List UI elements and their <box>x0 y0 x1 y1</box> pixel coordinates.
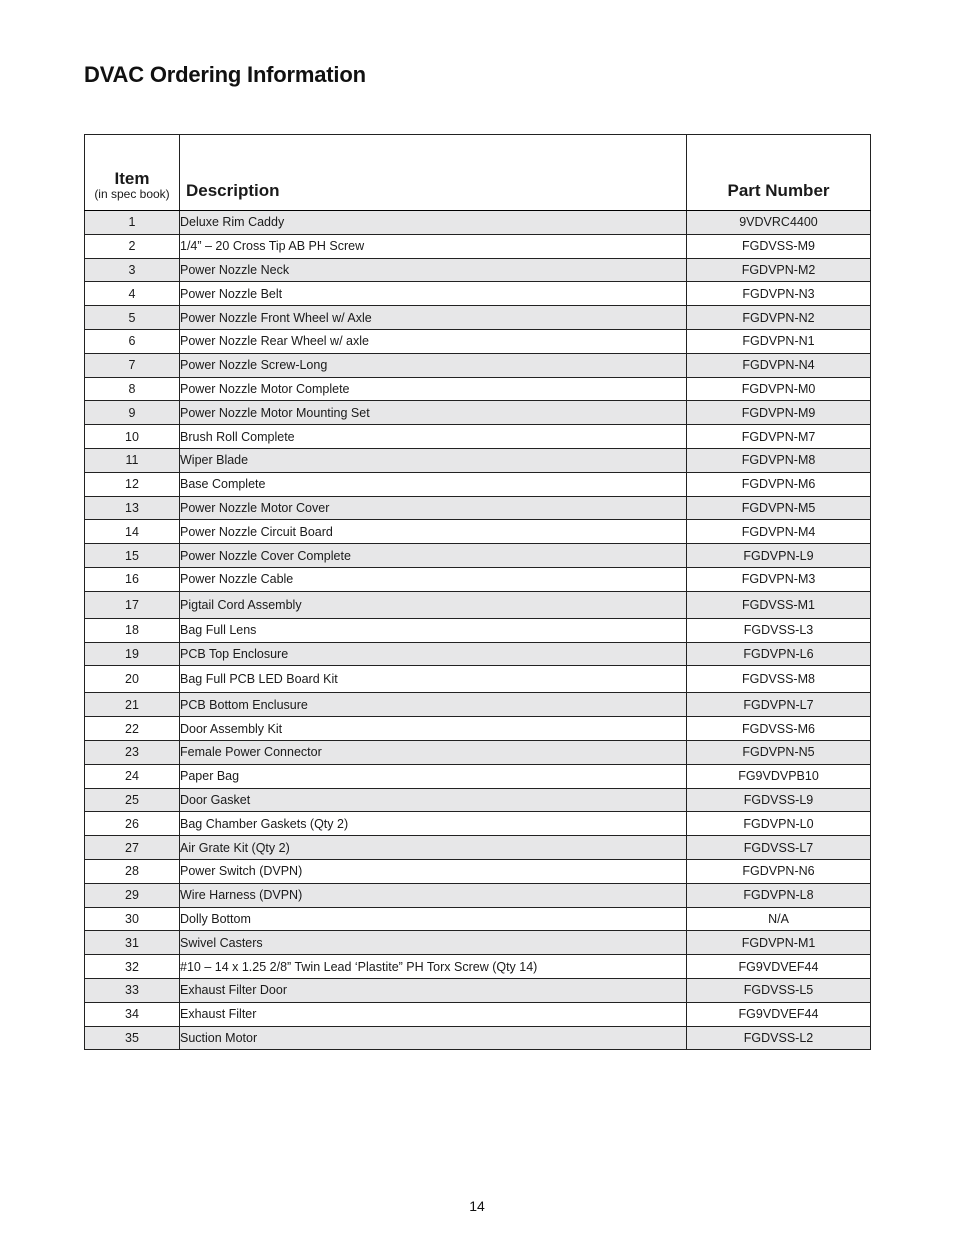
item-cell: 11 <box>85 448 180 472</box>
description-cell: Exhaust Filter <box>180 1002 687 1026</box>
table-row <box>85 377 871 401</box>
item-cell: 1 <box>85 211 180 235</box>
part-number-cell: FG9VDVPB10 <box>687 764 871 788</box>
item-cell: 24 <box>85 764 180 788</box>
column-header-item-label: Item <box>114 168 150 188</box>
table-row <box>85 812 871 836</box>
item-cell: 21 <box>85 693 180 717</box>
description-cell: Wire Harness (DVPN) <box>180 883 687 907</box>
part-number-cell: FGDVPN-M9 <box>687 401 871 425</box>
item-cell: 13 <box>85 496 180 520</box>
description-cell: Power Nozzle Motor Complete <box>180 377 687 401</box>
description-cell: Door Assembly Kit <box>180 717 687 741</box>
description-cell: Swivel Casters <box>180 931 687 955</box>
table-row <box>85 282 871 306</box>
table-header-row <box>85 135 871 211</box>
table-body <box>85 211 871 1050</box>
item-cell: 9 <box>85 401 180 425</box>
part-number-cell: FGDVSS-M6 <box>687 717 871 741</box>
item-cell: 33 <box>85 978 180 1002</box>
item-cell: 6 <box>85 329 180 353</box>
part-number-cell: FGDVSS-M8 <box>687 666 871 693</box>
description-cell: Power Nozzle Screw-Long <box>180 353 687 377</box>
page-number: 14 <box>469 1198 485 1214</box>
table-row <box>85 666 871 693</box>
table-row <box>85 234 871 258</box>
part-number-cell: FGDVPN-N2 <box>687 306 871 330</box>
part-number-cell: FGDVPN-M6 <box>687 472 871 496</box>
item-cell: 15 <box>85 544 180 568</box>
table-row <box>85 978 871 1002</box>
table-row <box>85 1002 871 1026</box>
item-cell: 18 <box>85 618 180 642</box>
description-cell: Bag Full Lens <box>180 618 687 642</box>
table-row <box>85 740 871 764</box>
table-row <box>85 591 871 618</box>
description-cell: Power Nozzle Motor Cover <box>180 496 687 520</box>
item-cell: 25 <box>85 788 180 812</box>
table-row <box>85 258 871 282</box>
table-row <box>85 1026 871 1050</box>
part-number-cell: FGDVPN-M8 <box>687 448 871 472</box>
part-number-cell: FGDVSS-L3 <box>687 618 871 642</box>
item-cell: 32 <box>85 955 180 979</box>
table-row <box>85 567 871 591</box>
item-cell: 17 <box>85 591 180 618</box>
item-cell: 16 <box>85 567 180 591</box>
description-cell: Power Nozzle Belt <box>180 282 687 306</box>
parts-table <box>84 134 871 1050</box>
description-cell: Bag Chamber Gaskets (Qty 2) <box>180 812 687 836</box>
description-cell: Suction Motor <box>180 1026 687 1050</box>
part-number-cell: FGDVPN-L6 <box>687 642 871 666</box>
part-number-cell: FGDVSS-M1 <box>687 591 871 618</box>
table-row <box>85 448 871 472</box>
part-number-cell: FGDVPN-L9 <box>687 544 871 568</box>
table-row <box>85 788 871 812</box>
description-cell: Power Nozzle Rear Wheel w/ axle <box>180 329 687 353</box>
part-number-cell: FGDVPN-N6 <box>687 859 871 883</box>
description-cell: Female Power Connector <box>180 740 687 764</box>
column-header-item-sublabel: (in spec book) <box>94 187 170 202</box>
part-number-cell: FGDVSS-L2 <box>687 1026 871 1050</box>
part-number-cell: FG9VDVEF44 <box>687 1002 871 1026</box>
part-number-cell: FGDVPN-M0 <box>687 377 871 401</box>
description-cell: Air Grate Kit (Qty 2) <box>180 836 687 860</box>
description-cell: Pigtail Cord Assembly <box>180 591 687 618</box>
table-row <box>85 329 871 353</box>
description-cell: Power Nozzle Neck <box>180 258 687 282</box>
item-cell: 14 <box>85 520 180 544</box>
description-cell: Bag Full PCB LED Board Kit <box>180 666 687 693</box>
table-row <box>85 931 871 955</box>
description-cell: PCB Top Enclosure <box>180 642 687 666</box>
description-cell: Power Switch (DVPN) <box>180 859 687 883</box>
table-row <box>85 544 871 568</box>
description-cell: Power Nozzle Front Wheel w/ Axle <box>180 306 687 330</box>
part-number-cell: FGDVPN-M5 <box>687 496 871 520</box>
part-number-cell: FGDVPN-L7 <box>687 693 871 717</box>
item-cell: 26 <box>85 812 180 836</box>
part-number-cell: FGDVPN-M7 <box>687 425 871 449</box>
item-cell: 23 <box>85 740 180 764</box>
table-row <box>85 642 871 666</box>
description-cell: 1/4” – 20 Cross Tip AB PH Screw <box>180 234 687 258</box>
part-number-cell: FGDVSS-M9 <box>687 234 871 258</box>
table-row <box>85 353 871 377</box>
part-number-cell: FGDVPN-M3 <box>687 567 871 591</box>
part-number-cell: FGDVPN-N4 <box>687 353 871 377</box>
description-cell: Power Nozzle Circuit Board <box>180 520 687 544</box>
part-number-cell: FGDVSS-L7 <box>687 836 871 860</box>
description-cell: Power Nozzle Cover Complete <box>180 544 687 568</box>
item-cell: 4 <box>85 282 180 306</box>
item-cell: 35 <box>85 1026 180 1050</box>
item-cell: 3 <box>85 258 180 282</box>
part-number-cell: FG9VDVEF44 <box>687 955 871 979</box>
description-cell: Wiper Blade <box>180 448 687 472</box>
table-row <box>85 717 871 741</box>
table-row <box>85 472 871 496</box>
item-cell: 2 <box>85 234 180 258</box>
part-number-cell: FGDVPN-N5 <box>687 740 871 764</box>
item-cell: 20 <box>85 666 180 693</box>
item-cell: 7 <box>85 353 180 377</box>
table-row <box>85 211 871 235</box>
description-cell: Power Nozzle Motor Mounting Set <box>180 401 687 425</box>
table-row <box>85 618 871 642</box>
table-row <box>85 306 871 330</box>
description-cell: Paper Bag <box>180 764 687 788</box>
item-cell: 12 <box>85 472 180 496</box>
item-cell: 30 <box>85 907 180 931</box>
item-cell: 31 <box>85 931 180 955</box>
part-number-cell: FGDVPN-M2 <box>687 258 871 282</box>
part-number-cell: FGDVPN-M4 <box>687 520 871 544</box>
part-number-cell: FGDVPN-N3 <box>687 282 871 306</box>
part-number-cell: FGDVSS-L9 <box>687 788 871 812</box>
part-number-cell: FGDVSS-L5 <box>687 978 871 1002</box>
part-number-cell: FGDVPN-L8 <box>687 883 871 907</box>
table-row <box>85 425 871 449</box>
description-cell: Exhaust Filter Door <box>180 978 687 1002</box>
page-title: DVAC Ordering Information <box>84 62 366 87</box>
column-header-item <box>85 135 180 211</box>
part-number-cell: FGDVPN-L0 <box>687 812 871 836</box>
column-header-description: Description <box>180 135 687 211</box>
table-row <box>85 955 871 979</box>
table-header <box>85 135 871 211</box>
item-cell: 10 <box>85 425 180 449</box>
part-number-cell: FGDVPN-N1 <box>687 329 871 353</box>
table-row <box>85 496 871 520</box>
part-number-cell: 9VDVRC4400 <box>687 211 871 235</box>
description-cell: Deluxe Rim Caddy <box>180 211 687 235</box>
table-row <box>85 836 871 860</box>
table-row <box>85 520 871 544</box>
column-header-part-number: Part Number <box>687 135 871 211</box>
description-cell: Dolly Bottom <box>180 907 687 931</box>
item-cell: 5 <box>85 306 180 330</box>
item-cell: 19 <box>85 642 180 666</box>
table-row <box>85 693 871 717</box>
description-cell: #10 – 14 x 1.25 2/8” Twin Lead ‘Plastite” PH Torx Screw (Qty 14) <box>180 955 687 979</box>
table-row <box>85 907 871 931</box>
description-cell: Door Gasket <box>180 788 687 812</box>
item-cell: 29 <box>85 883 180 907</box>
description-cell: Power Nozzle Cable <box>180 567 687 591</box>
item-cell: 34 <box>85 1002 180 1026</box>
part-number-cell: FGDVPN-M1 <box>687 931 871 955</box>
part-number-cell: N/A <box>687 907 871 931</box>
table-row <box>85 401 871 425</box>
item-cell: 22 <box>85 717 180 741</box>
item-cell: 8 <box>85 377 180 401</box>
description-cell: Brush Roll Complete <box>180 425 687 449</box>
item-cell: 27 <box>85 836 180 860</box>
table-row <box>85 859 871 883</box>
table-row <box>85 883 871 907</box>
description-cell: Base Complete <box>180 472 687 496</box>
description-cell: PCB Bottom Enclusure <box>180 693 687 717</box>
item-cell: 28 <box>85 859 180 883</box>
table-row <box>85 764 871 788</box>
